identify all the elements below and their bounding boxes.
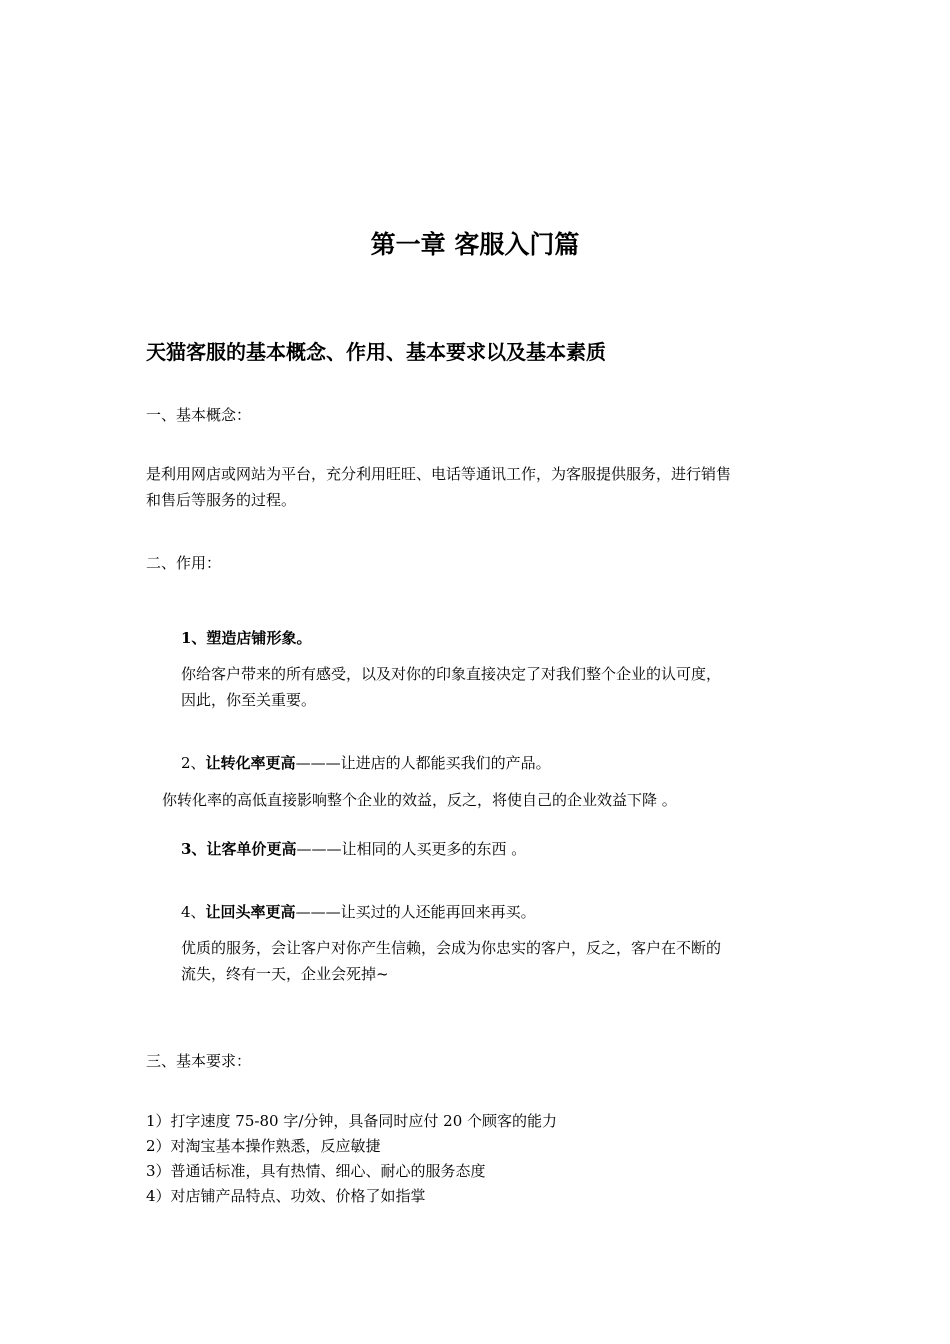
function-2-rest: ———让进店的人都能买我们的产品。 bbox=[295, 754, 551, 772]
requirement-3: 3）普通话标准，具有热情、细心、耐心的服务态度 bbox=[146, 1162, 486, 1180]
part3-heading: 三、基本要求： bbox=[146, 1052, 252, 1070]
function-4-line-1: 优质的服务，会让客户对你产生信赖，会成为你忠实的客户，反之，客户在不断的 bbox=[181, 939, 722, 957]
function-2-line: 你转化率的高低直接影响整个企业的效益，反之，将使自己的企业效益下降 。 bbox=[162, 791, 677, 809]
part1-line-2: 和售后等服务的过程。 bbox=[146, 491, 297, 509]
function-3-rest: ———让相同的人买更多的东西 。 bbox=[296, 840, 527, 858]
function-2-heading bbox=[181, 750, 551, 776]
requirement-2: 2）对淘宝基本操作熟悉，反应敏捷 bbox=[146, 1137, 381, 1155]
function-4-line-2: 流失，终有一天，企业会死掉~ bbox=[181, 965, 389, 983]
chapter-title: 第一章 客服入门篇 bbox=[370, 230, 580, 259]
part1-line-1: 是利用网店或网站为平台，充分利用旺旺、电话等通讯工作，为客服提供服务，进行销售 bbox=[146, 465, 732, 483]
function-4-heading bbox=[181, 899, 536, 925]
function-4-number: 4、 bbox=[181, 903, 206, 921]
function-4-title: 让回头率更高 bbox=[205, 903, 296, 921]
section-title: 天猫客服的基本概念、作用、基本要求以及基本素质 bbox=[146, 340, 606, 364]
requirement-1: 1）打字速度 75-80 字/分钟，具备同时应付 20 个顾客的能力 bbox=[146, 1112, 558, 1130]
part1-heading: 一、基本概念： bbox=[146, 406, 252, 424]
function-1-line-2: 因此，你至关重要。 bbox=[181, 691, 317, 709]
function-3-heading bbox=[181, 836, 526, 862]
function-2-number: 2、 bbox=[181, 754, 206, 772]
function-1-line-1: 你给客户带来的所有感受，以及对你的印象直接决定了对我们整个企业的认可度， bbox=[181, 665, 722, 683]
function-2-title: 让转化率更高 bbox=[205, 754, 296, 772]
function-4-rest: ———让买过的人还能再回来再买。 bbox=[295, 903, 536, 921]
requirement-4: 4）对店铺产品特点、功效、价格了如指掌 bbox=[146, 1187, 426, 1205]
part2-heading: 二、作用： bbox=[146, 554, 222, 572]
function-3-title: 3、让客单价更高 bbox=[181, 840, 297, 858]
function-1-title: 1、塑造店铺形象。 bbox=[181, 629, 312, 647]
